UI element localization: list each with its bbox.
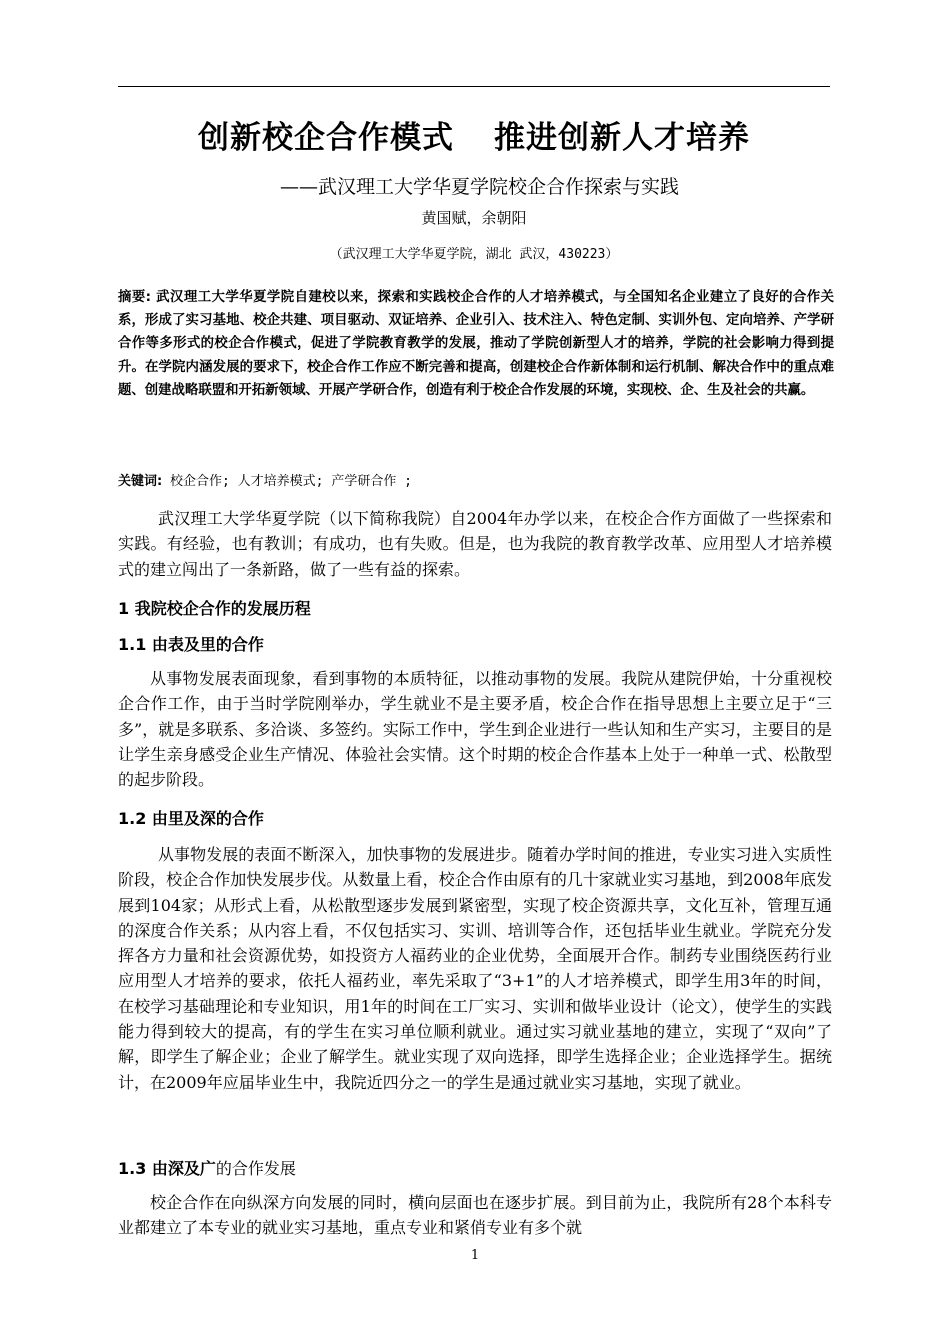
keywords <box>118 470 830 489</box>
paper-title <box>118 112 830 157</box>
intro-paragraph: 武汉理工大学华夏学院（以下简称我院）自2004年办学以来，在校企合作方面做了一些探索和实践。有经验，也有教训；有成功，也有失败。但是，也为我院的教育教学改革、应用型人才培养模式的建立闯出了一条新路，做了一些有益的探索。 <box>118 509 832 579</box>
authors: 黄国赋，余朝阳 <box>421 209 527 227</box>
keywords-label: 关键词: <box>118 474 163 489</box>
section-1-2-heading: 1.2 由里及深的合作 <box>118 809 264 828</box>
section-1-3-heading-bold: 1.3 由深及广 <box>118 1159 216 1178</box>
header-rule <box>118 86 830 87</box>
affiliation: （武汉理工大学华夏学院，湖北 武汉，430223） <box>329 247 619 262</box>
abstract-label: 摘要: <box>118 290 152 305</box>
section-1-1-paragraph: 从事物发展表面现象，看到事物的本质特征，以推动事物的发展。我院从建院伊始，十分重视校企合作工作，由于当时学院刚举办，学生就业不是主要矛盾，校企合作在指导思想上主要立足于“三多”，就是多联系、多洽谈、多签约。实际工作中，学生到企业进行一些认知和生产实习，主要目的是让学生亲身感受企业生产情况、体验社会实情。这个时期的校企合作基本上处于一种单一式、松散型的起步阶段。 <box>118 669 832 790</box>
abstract <box>118 286 834 402</box>
keywords-text: 校企合作; 人才培养模式; 产学研合作 ; <box>170 474 412 489</box>
section-1-3-heading <box>118 1156 296 1179</box>
paper-subtitle: ——武汉理工大学华夏学院校企合作探索与实践 <box>280 176 680 198</box>
section-1-1-heading: 1.1 由表及里的合作 <box>118 635 264 654</box>
page-number: 1 <box>470 1248 480 1263</box>
section-1-heading: 1 我院校企合作的发展历程 <box>118 599 311 618</box>
section-1-3-paragraph: 校企合作在向纵深方向发展的同时，横向层面也在逐步扩展。到目前为止，我院所有28个本科专业都建立了本专业的就业实习基地，重点专业和紧俏专业有多个就 <box>118 1193 832 1238</box>
title-part-1: 创新校企合作模式 <box>198 120 454 156</box>
abstract-text: 武汉理工大学华夏学院自建校以来，探索和实践校企合作的人才培养模式，与全国知名企业建立了良好的合作关系，形成了实习基地、校企共建、项目驱动、双证培养、企业引入、技术注入、特色定制、实训外包、定向培养、产学研合作等多形式的校企合作模式，促进了学院教育教学的发展，推动了学院创新型人才的培养，学院的社会影响力得到提升。在学院内涵发展的要求下，校企合作工作应不断完善和提高，创建校企合作新体制和运行机制、解决合作中的重点难题、创建战略联盟和开拓新领域、开展产学研合作，创造有利于校企合作发展的环境，实现校、企、生及社会的共赢。 <box>118 290 834 398</box>
section-1-2-paragraph: 从事物发展的表面不断深入，加快事物的发展进步。随着办学时间的推进，专业实习进入实质性阶段，校企合作加快发展步伐。从数量上看，校企合作由原有的几十家就业实习基地，到2008年底发展到104家；从形式上看，从松散型逐步发展到紧密型，实现了校企资源共享，文化互补，管理互通的深度合作关系；从内容上看，不仅包括实习、实训、培训等合作，还包括毕业生就业。学院充分发挥各方力量和社会资源优势，如投资方人福药业的企业优势，全面展开合作。制药专业围绕医药行业应用型人才培养的要求，依托人福药业，率先采取了“3+1”的人才培养模式，即学生用3年的时间，在校学习基础理论和专业知识，用1年的时间在工厂实习、实训和做毕业设计（论文），使学生的实践能力得到较大的提高，有的学生在实习单位顺利就业。通过实习就业基地的建立，实现了“双向”了解，即学生了解企业；企业了解学生。就业实现了双向选择，即学生选择企业；企业选择学生。据统计，在2009年应届毕业生中，我院近四分之一的学生是通过就业实习基地，实现了就业。 <box>118 845 832 1092</box>
section-1-3-heading-rest: 的合作发展 <box>215 1159 296 1178</box>
title-part-2: 推进创新人才培养 <box>494 120 750 156</box>
